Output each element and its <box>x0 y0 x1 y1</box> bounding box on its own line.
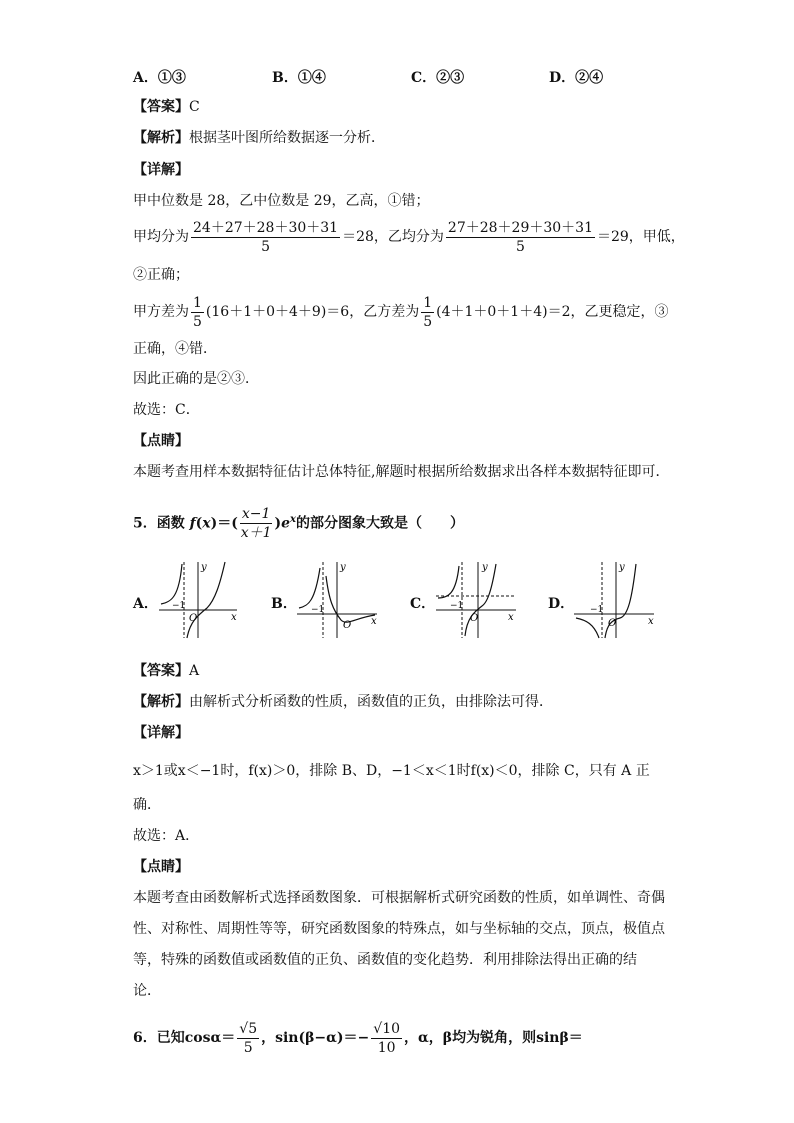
q4-var-line2: 正确，④错． <box>133 341 217 357</box>
q4-option-c: C．②③ <box>411 70 465 86</box>
q4-var-line: 甲方差为 $\frac{1}{5}$ (16＋1＋0＋4＋9)＝6，乙方差为 $\frac{1}{5}$ (4＋1＋0＋1＋4)＝2，乙更稳定，③ <box>133 294 669 330</box>
q4-conclusion: 因此正确的是②③． <box>133 371 259 387</box>
graph-a-plot <box>157 558 267 643</box>
q4-var-frac-a: $\frac{1}{5}$ <box>193 294 202 330</box>
svg-text:O: O <box>608 618 617 629</box>
svg-text:y: y <box>340 562 346 573</box>
q5-detail-line2: 确． <box>133 797 161 813</box>
q5-stem: 5．函数 f(x)＝( $\frac{x-1}{x+1}$ )$e^x$的部分图象大致是（ ） <box>133 506 464 542</box>
svg-text:y: y <box>201 562 207 573</box>
q6-frac-a: $\frac{√5}{5}$ <box>239 1020 258 1056</box>
svg-text:O: O <box>470 613 479 624</box>
graph-b-plot <box>295 558 405 643</box>
q4-mean-frac-b: $\frac{27+28+29+30+31}{5}$ <box>447 219 593 255</box>
q6-frac-b: $\frac{√10}{10}$ <box>373 1020 401 1056</box>
svg-text:−1: −1 <box>590 605 604 615</box>
q5-analysis: 【解析】由解析式分析函数的性质，函数值的正负，由排除法可得． <box>133 694 553 710</box>
q6-stem: 6．已知cosα＝ $\frac{√5}{5}$ ，sin(β−α)＝− $\frac{√10}{10}$ ，α，β均为锐角，则sinβ＝ <box>133 1020 583 1056</box>
q5-choose: 故选：A． <box>133 828 200 844</box>
svg-text:x: x <box>508 612 514 623</box>
q5-comment-tag: 【点睛】 <box>133 859 189 875</box>
svg-text:−1: −1 <box>172 601 186 611</box>
q5-comment-line-1: 本题考查由函数解析式选择函数图象．可根据解析式研究函数的性质，如单调性、奇偶 <box>133 890 665 906</box>
q5-detail-tag: 【详解】 <box>133 725 189 741</box>
svg-text:−1: −1 <box>311 605 325 615</box>
svg-text:−1: −1 <box>450 601 464 611</box>
q4-option-a: A．①③ <box>133 70 186 86</box>
graph-d-plot <box>572 558 682 643</box>
q4-detail-tag: 【详解】 <box>133 162 189 178</box>
svg-text:x: x <box>648 616 654 627</box>
q4-median-line: 甲中位数是 28，乙中位数是 29，乙高，①错； <box>133 193 430 209</box>
svg-text:O: O <box>189 613 198 624</box>
q4-mean-line2: ②正确； <box>133 267 189 283</box>
q5-comment-line-4: 论． <box>133 983 161 999</box>
q5-answer: 【答案】A <box>133 663 200 679</box>
q4-choose: 故选：C． <box>133 402 200 418</box>
q4-option-d: D．②④ <box>549 70 604 86</box>
q4-comment-tag: 【点睛】 <box>133 433 189 449</box>
graph-c-plot <box>434 558 544 643</box>
q5-detail-line1: x＞1或x＜−1时，f(x)＞0，排除 B、D，−1＜x＜1时f(x)＜0，排除 C，只有 A 正 <box>133 763 650 779</box>
q5-comment-line-3: 等，特殊的函数值或函数值的正负、函数值的变化趋势．利用排除法得出正确的结 <box>133 952 637 968</box>
svg-text:y: y <box>619 562 625 573</box>
q4-analysis: 【解析】根据茎叶图所给数据逐一分析． <box>133 130 385 146</box>
q4-answer: 【答案】C <box>133 99 200 115</box>
svg-text:O: O <box>343 620 352 631</box>
svg-text:x: x <box>371 616 377 627</box>
svg-text:x: x <box>231 612 237 623</box>
q4-mean-line: 甲均分为 $\frac{24+27+28+30+31}{5}$ ＝28，乙均分为 $\frac{27+28+29+30+31}{5}$ ＝29，甲低， <box>133 219 685 255</box>
q4-comment: 本题考查用样本数据特征估计总体特征,解题时根据所给数据求出各样本数据特征即可． <box>133 464 670 480</box>
q5-comment-line-2: 性、对称性、周期性等等，研究函数图象的特殊点，如与坐标轴的交点，顶点，极值点 <box>133 921 665 937</box>
q5-frac: $\frac{x-1}{x+1}$ <box>240 506 272 542</box>
q4-option-b: B．①④ <box>272 70 326 86</box>
svg-text:y: y <box>482 562 488 573</box>
q4-mean-frac-a: $\frac{24+27+28+30+31}{5}$ <box>193 219 339 255</box>
q4-var-frac-b: $\frac{1}{5}$ <box>423 294 433 330</box>
